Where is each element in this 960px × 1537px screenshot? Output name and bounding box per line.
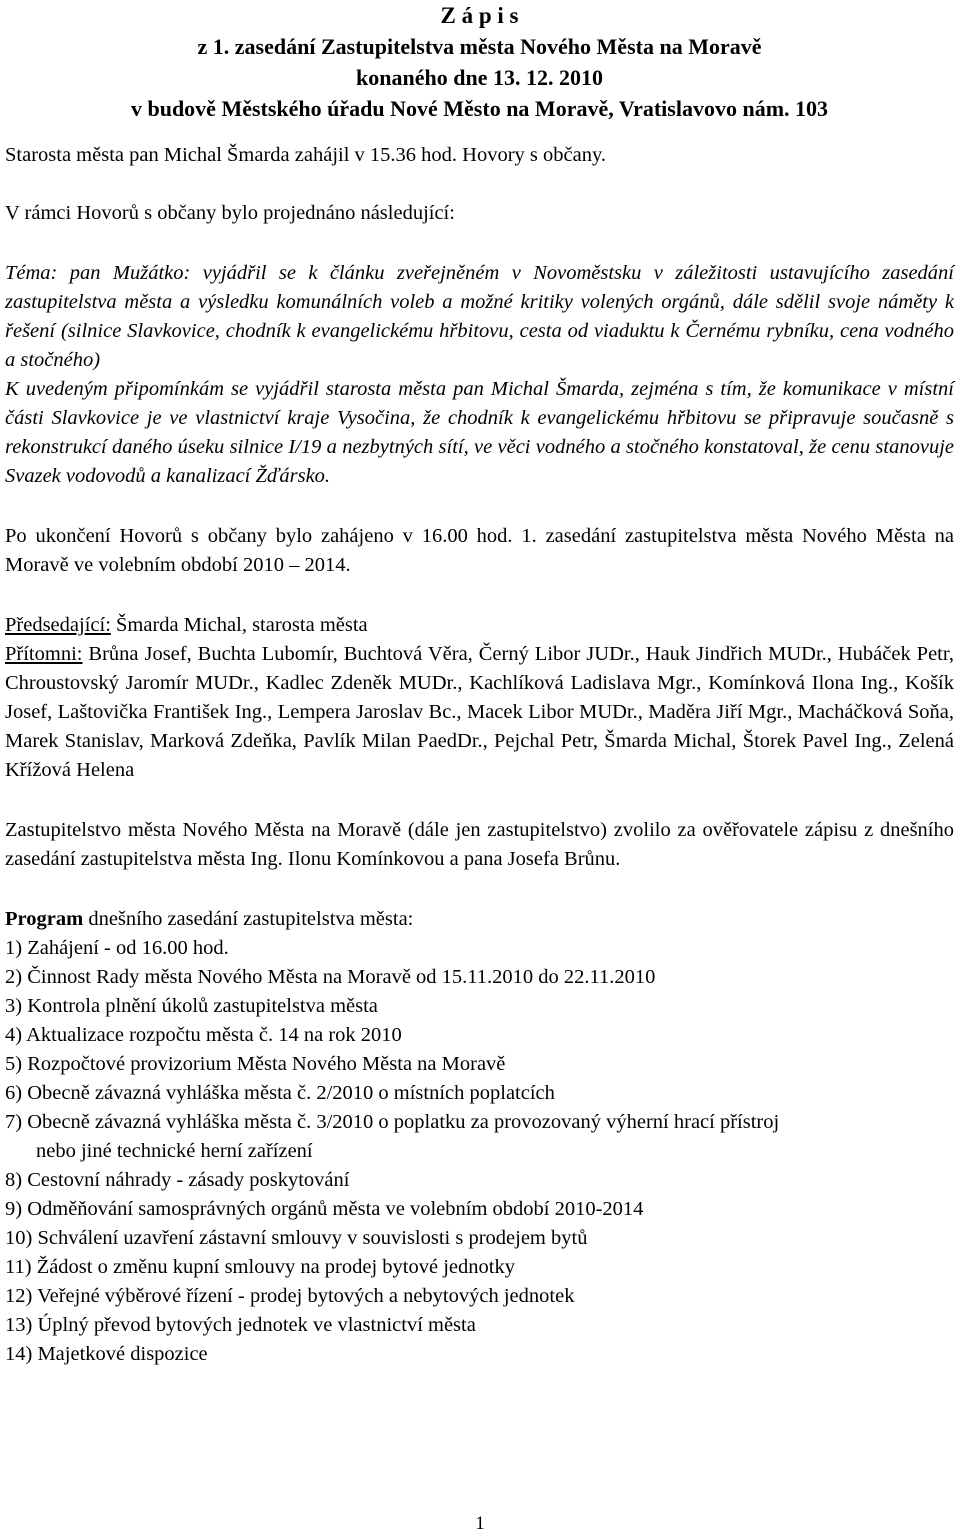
program-item: 5) Rozpočtové provizorium Města Nového Města na Moravě — [5, 1053, 506, 1075]
program-item: 9) Odměňování samosprávných orgánů města ve volebním období 2010-2014 — [5, 1198, 644, 1220]
present-members — [5, 640, 954, 785]
present-value: Brůna Josef, Buchta Lubomír, Buchtová Věra, Černý Libor JUDr., Hauk Jindřich MUDr., Hubáček Petr, Chroustovský Jaromír MUDr., Kadlec Zdeněk MUDr., Kachlíková Ladislava Mgr., Komínková Ilona Ing., Košík Josef, Laštovička František Ing., Lempera Jaroslav Bc., Macek Libor MUDr., Maděra Jiří Mgr., Macháčková Soňa, Marek Stanislav, Marková Zdeňka, Pavlík Milan PaedDr., Pejchal Petr, Šmarda Michal, Štorek Pavel Ing., Zelená Křížová Helena — [5, 643, 954, 781]
header-line-venue: v budově Městského úřadu Nové Město na Moravě, Vratislavovo nám. 103 — [130, 96, 829, 121]
program-item: 6) Obecně závazná vyhláška města č. 2/2010 o místních poplatcích — [5, 1082, 555, 1104]
discussion-intro: V rámci Hovorů s občany bylo projednáno následující: — [5, 202, 455, 224]
program-item: 14) Majetkové dispozice — [5, 1343, 208, 1365]
program-heading-bold: Program — [5, 908, 84, 930]
program-item: 4) Aktualizace rozpočtu města č. 14 na rok 2010 — [5, 1024, 402, 1046]
page-number: 1 — [475, 1513, 485, 1534]
opening-paragraph: Starosta města pan Michal Šmarda zahájil v 15.36 hod. Hovory s občany. — [5, 144, 607, 166]
program-heading-rest: dnešního zasedání zastupitelstva města: — [83, 908, 414, 930]
program-item: 13) Úplný převod bytových jednotek ve vlastnictví města — [5, 1314, 476, 1336]
program-item-continuation: nebo jiné technické herní zařízení — [36, 1140, 313, 1162]
program-item: 11) Žádost o změnu kupní smlouvy na prodej bytové jednotky — [5, 1256, 515, 1278]
present-label: Přítomni: — [5, 643, 83, 665]
chairperson-line — [5, 611, 954, 640]
document-title: Z á p i s — [440, 3, 519, 28]
program-item: 12) Veřejné výběrové řízení - prodej bytových a nebytových jednotek — [5, 1285, 575, 1307]
chairperson-label: Předsedající: — [5, 614, 111, 636]
chairperson-value: Šmarda Michal, starosta města — [110, 614, 368, 636]
program-item: 8) Cestovní náhrady - zásady poskytování — [5, 1169, 350, 1191]
topic-question: Téma: pan Mužátko: vyjádřil se k článku zveřejněném v Novoměstsku v záležitosti ustavujícího zasedání zastupitelstva města a výsledku komunálních voleb a možné kritiky volených orgánů, dále sdělil svoje náměty k řešení (silnice Slavkovice, chodník k evangelickému hřbitovu, cesta od viaduktu k Černému rybníku, cena vodného a stočného) — [5, 262, 954, 371]
header-line-session: z 1. zasedání Zastupitelstva města Nového Města na Moravě — [197, 34, 762, 59]
verifiers-paragraph: Zastupitelstvo města Nového Města na Moravě (dále jen zastupitelstvo) zvolilo za ověřovatele zápisu z dnešního zasedání zastupitelstva města Ing. Ilonu Komínkovou a pana Josefa Brůnu. — [5, 819, 954, 870]
program-item: 3) Kontrola plnění úkolů zastupitelstva města — [5, 995, 378, 1017]
session-start-paragraph: Po ukončení Hovorů s občany bylo zahájeno v 16.00 hod. 1. zasedání zastupitelstva města Nového Města na Moravě ve volebním období 2010 – 2014. — [5, 525, 954, 576]
program-item: 1) Zahájení - od 16.00 hod. — [5, 937, 229, 959]
program-list — [5, 934, 954, 1369]
program-item: 10) Schválení uzavření zástavní smlouvy v souvislosti s prodejem bytů — [5, 1227, 588, 1249]
program-item: 7) Obecně závazná vyhláška města č. 3/2010 o poplatku za provozovaný výherní hrací přístroj — [5, 1111, 780, 1133]
topic-answer: K uvedeným připomínkám se vyjádřil starosta města pan Michal Šmarda, zejména s tím, že komunikace v místní části Slavkovice je ve vlastnictví kraje Vysočina, že chodník k evangelickému hřbitovu se připravuje současně s rekonstrukcí daného úseku silnice I/19 a nezbytných sítí, ve věci vodného a stočného konstatoval, že cenu stanovuje Svazek vodovodů a kanalizací Žďársko. — [5, 378, 954, 487]
header-line-date: konaného dne 13. 12. 2010 — [356, 65, 603, 90]
program-item: 2) Činnost Rady města Nového Města na Moravě od 15.11.2010 do 22.11.2010 — [5, 966, 656, 988]
document-header — [5, 0, 954, 124]
program-heading — [5, 905, 954, 934]
